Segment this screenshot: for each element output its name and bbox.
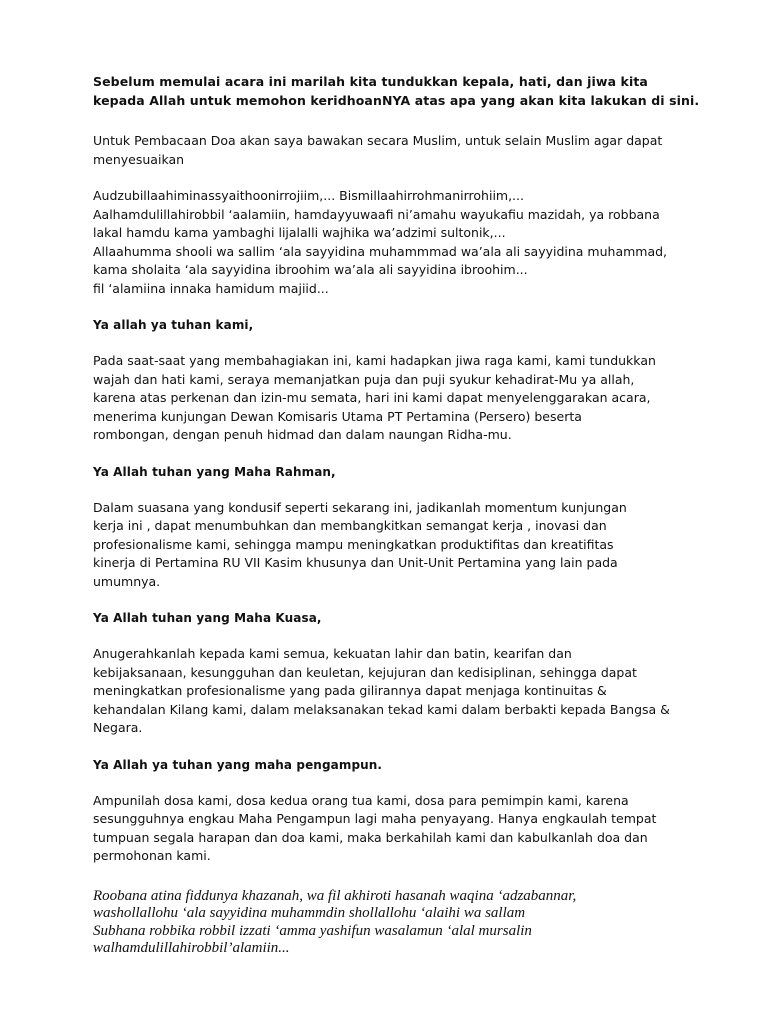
paragraph-line: Negara. xyxy=(93,720,143,735)
closing-line: Roobana atina fiddunya khazanah, wa fil akhiroti hasanah waqina ‘adzabannar, xyxy=(93,887,577,904)
opening-note xyxy=(93,132,693,169)
closing-line: walhamdulillahirobbil’alamiin... xyxy=(93,940,290,956)
arabic-opening-line: Aalhamdulillahirobbil ‘aalamiin, hamdayyuwaafi ni’amahu wayukafiu mazidah, ya robbana xyxy=(93,206,660,222)
arabic-opening-line: Allaahumma shooli wa sallim ‘ala sayyidina muhammmad wa’ala ali sayyidina muhammad, xyxy=(93,243,668,259)
paragraph-line: rombongan, dengan penuh hidmad dan dalam naungan Ridha-mu. xyxy=(93,427,512,442)
intro-paragraph xyxy=(93,72,700,110)
closing-prayer xyxy=(93,888,693,958)
section-heading-4: Ya Allah ya tuhan yang maha pengampun. xyxy=(93,757,383,772)
paragraph-line: Anugerahkanlah kepada kami semua, kekuatan lahir dan batin, kearifan dan xyxy=(93,646,572,661)
paragraph-line: Ampunilah dosa kami, dosa kedua orang tua kami, dosa para pemimpin kami, karena xyxy=(93,792,629,808)
paragraph-line: Dalam suasana yang kondusif seperti sekarang ini, jadikanlah momentum kunjungan xyxy=(93,499,627,515)
paragraph-line: sesungguhnya engkau Maha Pengampun lagi maha penyayang. Hanya engkaulah tempat xyxy=(93,811,657,826)
paragraph-line: karena atas perkenan dan izin-mu semata, hari ini kami dapat menyelenggarakan acara, xyxy=(93,390,651,405)
section-paragraph-4 xyxy=(93,792,693,866)
paragraph-line: Pada saat-saat yang membahagiakan ini, kami hadapkan jiwa raga kami, kami tundukkan xyxy=(93,353,656,368)
paragraph-line: kebijaksanaan, kesungguhan dan keuletan, kejujuran dan kedisiplinan, sehingga dapat xyxy=(93,664,637,680)
paragraph-line: meningkatkan profesionalisme yang pada gilirannya dapat menjaga kontinuitas & xyxy=(93,683,607,698)
paragraph-line: kinerja di Pertamina RU VII Kasim khusunya dan Unit-Unit Pertamina yang lain pada xyxy=(93,555,618,570)
paragraph-line: profesionalisme kami, sehingga mampu meningkatkan produktifitas dan kreatifitas xyxy=(93,536,614,552)
arabic-opening-line: lakal hamdu kama yambaghi lijalalli wajhika wa’adzimi sultonik,... xyxy=(93,225,506,240)
document-page xyxy=(93,72,700,958)
section-paragraph-2 xyxy=(93,499,693,592)
arabic-opening-line: kama sholaita ‘ala sayyidina ibroohim wa’ala ali sayyidina ibroohim... xyxy=(93,262,528,277)
intro-line: Sebelum memulai acara ini marilah kita tundukkan kepala, hati, dan jiwa kita xyxy=(93,74,648,89)
arabic-opening-line: fil ‘alamiina innaka hamidum majiid... xyxy=(93,280,329,296)
paragraph-line: tumpuan segala harapan dan doa kami, maka berkahilah kami dan kabulkanlah doa dan xyxy=(93,829,648,845)
arabic-opening-line: Audzubillaahiminassyaithoonirrojiim,... Bismillaahirrohmanirrohiim,... xyxy=(93,188,524,203)
paragraph-line: kerja ini , dapat menumbuhkan dan membangkitkan semangat kerja , inovasi dan xyxy=(93,518,607,533)
section-paragraph-1 xyxy=(93,352,693,445)
opening-note-line: Untuk Pembacaan Doa akan saya bawakan secara Muslim, untuk selain Muslim agar dapat xyxy=(93,133,663,148)
section-paragraph-3 xyxy=(93,645,693,738)
closing-line: Subhana robbika robbil izzati ‘amma yashifun wasalamun ‘alal mursalin xyxy=(93,922,532,939)
paragraph-line: umumnya. xyxy=(93,573,161,589)
section-heading-3: Ya Allah tuhan yang Maha Kuasa, xyxy=(93,611,322,625)
arabic-opening xyxy=(93,187,693,298)
paragraph-line: permohonan kami. xyxy=(93,848,211,863)
section-heading-2: Ya Allah tuhan yang Maha Rahman, xyxy=(93,464,336,479)
intro-line: kepada Allah untuk memohon keridhoanNYA atas apa yang akan kita lakukan di sini. xyxy=(93,93,700,108)
paragraph-line: kehandalan Kilang kami, dalam melaksanakan tekad kami dalam berbakti kepada Bangsa & xyxy=(93,701,670,717)
paragraph-line: wajah dan hati kami, seraya memanjatkan puja dan puji syukur kehadirat-Mu ya allah, xyxy=(93,371,635,387)
paragraph-line: menerima kunjungan Dewan Komisaris Utama PT Pertamina (Persero) beserta xyxy=(93,408,582,424)
opening-note-line: menyesuaikan xyxy=(93,151,185,167)
closing-line: washollallohu ‘ala sayyidina muhammdin shollallohu ‘alaihi wa sallam xyxy=(93,905,526,921)
section-heading-1: Ya allah ya tuhan kami, xyxy=(93,318,254,332)
